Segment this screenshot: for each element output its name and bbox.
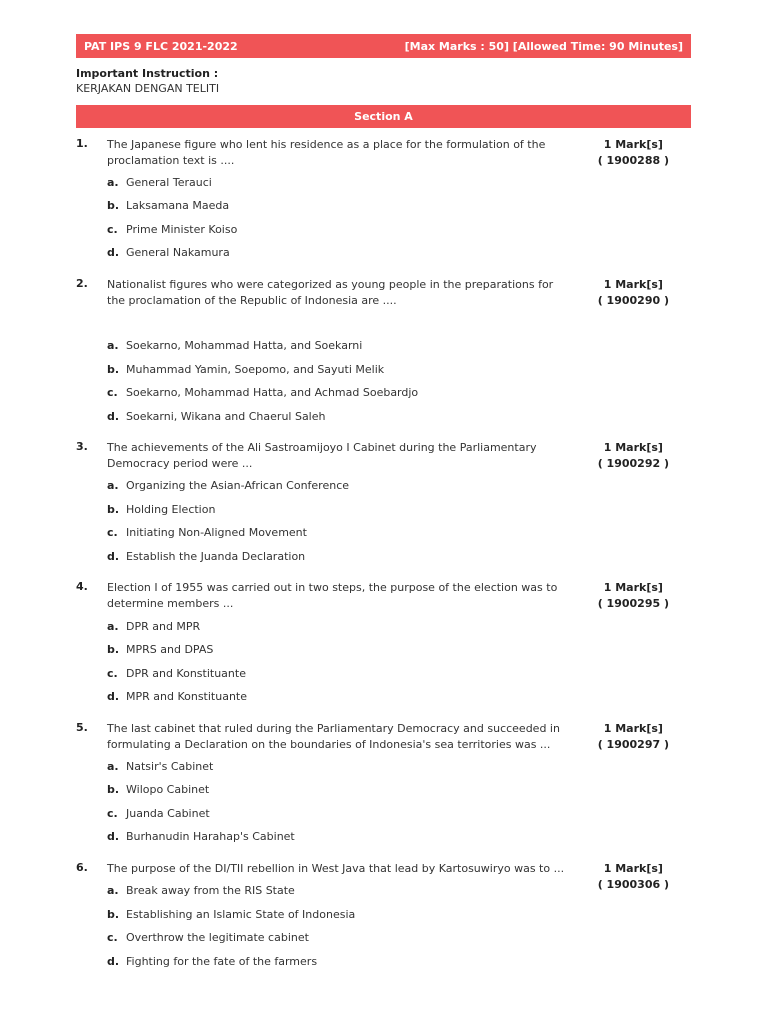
option-text: MPR and Konstituante <box>126 690 247 703</box>
option-letter: b. <box>107 643 120 656</box>
option-text: Soekarno, Mohammad Hatta, and Soekarni <box>126 339 363 352</box>
question-text: The achievements of the Ali Sastroamijoyo I Cabinet during the Parliamentary Democracy period were ... <box>107 441 537 470</box>
exam-info: [Max Marks : 50] [Allowed Time: 90 Minutes] <box>404 39 683 53</box>
question-id: ( 1900290 ) <box>597 294 669 307</box>
instruction-text: KERJAKAN DENGAN TELITI <box>76 82 220 95</box>
option-d[interactable] <box>107 246 230 259</box>
option-text: Holding Election <box>126 503 216 516</box>
question-number: 6. <box>76 861 88 874</box>
option-letter: a. <box>107 884 119 897</box>
option-a[interactable] <box>107 884 295 897</box>
question-id: ( 1900297 ) <box>597 738 669 751</box>
option-letter: b. <box>107 199 120 212</box>
question-id: ( 1900288 ) <box>597 154 669 167</box>
option-letter: d. <box>107 690 120 703</box>
option-a[interactable] <box>107 479 349 492</box>
question-marks-block <box>598 137 669 169</box>
option-b[interactable] <box>107 199 229 212</box>
option-letter: a. <box>107 760 119 773</box>
option-a[interactable] <box>107 760 213 773</box>
exam-title: PAT IPS 9 FLC 2021-2022 <box>84 39 238 53</box>
option-letter: a. <box>107 479 119 492</box>
option-a[interactable] <box>107 176 212 189</box>
question-marks: 1 Mark[s] <box>603 441 663 454</box>
option-text: DPR and Konstituante <box>126 667 246 680</box>
exam-header-banner <box>76 34 691 58</box>
question-text: Election I of 1955 was carried out in two steps, the purpose of the election was to determine members ... <box>107 581 558 610</box>
question-text: The last cabinet that ruled during the Parliamentary Democracy and succeeded in formulating a Declaration on the boundaries of Indonesia's sea territories was ... <box>107 722 560 751</box>
option-text: DPR and MPR <box>126 620 201 633</box>
option-text: Initiating Non-Aligned Movement <box>126 526 307 539</box>
option-letter: c. <box>107 931 118 944</box>
option-letter: c. <box>107 526 118 539</box>
option-d[interactable] <box>107 550 305 563</box>
question-number: 1. <box>76 137 88 150</box>
question-id: ( 1900292 ) <box>597 457 669 470</box>
option-text: Muhammad Yamin, Soepomo, and Sayuti Melik <box>126 363 385 376</box>
option-letter: a. <box>107 620 119 633</box>
question-number: 3. <box>76 440 88 453</box>
option-letter: c. <box>107 223 118 236</box>
option-text: Break away from the RIS State <box>126 884 295 897</box>
option-d[interactable] <box>107 830 295 843</box>
option-a[interactable] <box>107 620 200 633</box>
option-text: Fighting for the fate of the farmers <box>126 955 318 968</box>
option-letter: b. <box>107 363 120 376</box>
option-b[interactable] <box>107 363 384 376</box>
question-number: 5. <box>76 721 88 734</box>
option-text: General Nakamura <box>126 246 230 259</box>
option-text: Overthrow the legitimate cabinet <box>126 931 309 944</box>
option-letter: a. <box>107 339 119 352</box>
question-marks-block <box>598 861 669 893</box>
section-header <box>76 105 691 128</box>
option-letter: d. <box>107 955 120 968</box>
option-letter: d. <box>107 410 120 423</box>
option-c[interactable] <box>107 931 309 944</box>
option-b[interactable] <box>107 908 355 921</box>
question-marks: 1 Mark[s] <box>603 581 663 594</box>
option-c[interactable] <box>107 386 418 399</box>
question-text: The Japanese figure who lent his residence as a place for the formulation of the proclamation text is .... <box>107 138 546 167</box>
option-text: Soekarni, Wikana and Chaerul Saleh <box>126 410 326 423</box>
question-marks-block <box>598 277 669 309</box>
question-marks: 1 Mark[s] <box>603 138 663 151</box>
instruction-title: Important Instruction : <box>76 67 219 80</box>
option-a[interactable] <box>107 339 362 352</box>
option-text: General Terauci <box>126 176 212 189</box>
option-text: Organizing the Asian-African Conference <box>126 479 350 492</box>
option-letter: b. <box>107 783 120 796</box>
option-d[interactable] <box>107 690 247 703</box>
option-letter: c. <box>107 667 118 680</box>
question-number: 4. <box>76 580 88 593</box>
option-b[interactable] <box>107 643 213 656</box>
option-c[interactable] <box>107 526 307 539</box>
option-c[interactable] <box>107 807 210 820</box>
question-marks: 1 Mark[s] <box>603 278 663 291</box>
question-id: ( 1900295 ) <box>597 597 669 610</box>
option-letter: d. <box>107 550 120 563</box>
question-text: Nationalist figures who were categorized as young people in the preparations for the proclamation of the Republic of Indonesia are .... <box>107 278 554 307</box>
option-text: Burhanudin Harahap's Cabinet <box>126 830 295 843</box>
option-d[interactable] <box>107 955 317 968</box>
option-text: Prime Minister Koiso <box>126 223 238 236</box>
option-text: Establishing an Islamic State of Indonesia <box>126 908 356 921</box>
question-id: ( 1900306 ) <box>597 878 669 891</box>
option-text: MPRS and DPAS <box>126 643 214 656</box>
question-marks-block <box>598 721 669 753</box>
option-b[interactable] <box>107 783 209 796</box>
option-letter: c. <box>107 807 118 820</box>
question-marks-block <box>598 440 669 472</box>
option-text: Wilopo Cabinet <box>126 783 210 796</box>
option-text: Laksamana Maeda <box>126 199 230 212</box>
question-marks-block <box>598 580 669 612</box>
option-letter: d. <box>107 246 120 259</box>
option-text: Juanda Cabinet <box>126 807 210 820</box>
option-text: Soekarno, Mohammad Hatta, and Achmad Soebardjo <box>126 386 419 399</box>
option-text: Natsir's Cabinet <box>126 760 214 773</box>
question-text: The purpose of the DI/TII rebellion in West Java that lead by Kartosuwiryo was to ... <box>107 862 565 875</box>
option-letter: d. <box>107 830 120 843</box>
option-letter: a. <box>107 176 119 189</box>
section-title: Section A <box>354 110 413 123</box>
question-number: 2. <box>76 277 88 290</box>
question-marks: 1 Mark[s] <box>603 722 663 735</box>
option-letter: b. <box>107 503 120 516</box>
option-letter: b. <box>107 908 120 921</box>
option-text: Establish the Juanda Declaration <box>126 550 306 563</box>
question-marks: 1 Mark[s] <box>603 862 663 875</box>
option-c[interactable] <box>107 667 246 680</box>
option-d[interactable] <box>107 410 325 423</box>
option-b[interactable] <box>107 503 215 516</box>
option-c[interactable] <box>107 223 237 236</box>
option-letter: c. <box>107 386 118 399</box>
